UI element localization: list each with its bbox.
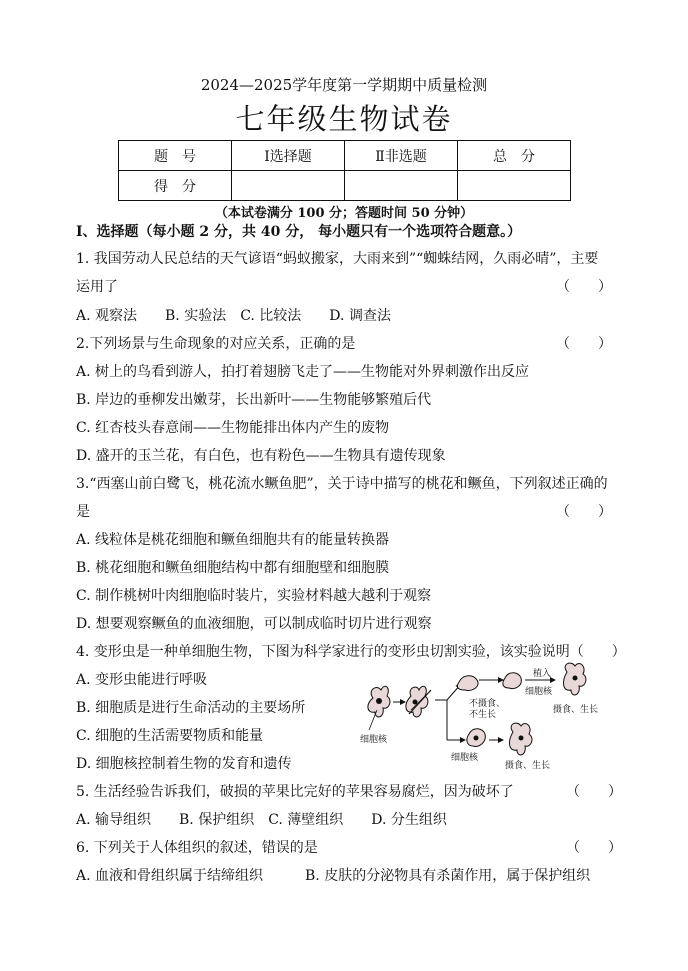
implant-sub-label: 细胞核 [525,687,553,697]
score-table-score-label: 得 分 [119,171,232,201]
nucleus-dot [376,698,382,704]
q3-answer-paren: （ ） [556,504,612,520]
q2-option-d: D. 盛开的玉兰花，有白色，也有粉色——生物具有遗传现象 [76,448,446,464]
score-cell-part2[interactable] [345,171,458,201]
grow-label-bottom: 摄食、生长 [505,761,551,770]
q6-answer-paren: （ ） [566,840,622,856]
q6-option-a: A. 血液和骨组织属于结缔组织 [76,868,264,884]
q5-stem: 5. 生活经验告诉我们，破损的苹果比完好的苹果容易腐烂，因为破坏了 [76,784,514,800]
no-feed-label-2: 不生长 [469,710,497,720]
implant-label: 植入 [533,669,552,679]
branch-nucleus-label: 细胞核 [451,753,479,763]
score-cell-part1[interactable] [232,171,345,201]
q5-options: A. 输导组织 B. 保护组织 C. 薄壁组织 D. 分生组织 [76,812,447,828]
q2-option-c: C. 红杏枝头春意闹——生物能排出体内产生的废物 [76,420,390,436]
exam-title: 七年级生物试卷 [235,102,453,136]
q4-option-b: B. 细胞质是进行生命活动的主要场所 [76,700,306,716]
score-table [118,140,571,201]
q1-answer-paren: （ ） [556,279,612,295]
score-table-header-part1: Ⅰ选择题 [232,141,345,171]
q2-stem: 2.下列场景与生命现象的对应关系，正确的是 [76,336,356,352]
q2-option-b: B. 岸边的垂柳发出嫩芽，长出新叶——生物能够繁殖后代 [76,392,432,408]
q2-option-a: A. 树上的鸟看到游人，拍打着翅膀飞走了——生物能对外界刺激作出反应 [76,364,530,380]
q4-option-a: A. 变形虫能进行呼吸 [76,672,208,688]
fragment-shrunk [503,673,521,689]
q6-stem: 6. 下列关于人体组织的叙述，错误的是 [76,840,318,856]
score-table-score-row [119,171,571,201]
q4-stem: 4. 变形虫是一种单细胞生物，下图为科学家进行的变形虫切割实验，该实验说明（ ） [76,644,626,660]
score-note: （本试卷满分 100 分；答题时间 50 分钟） [214,206,474,221]
no-feed-label-1: 不摄食、 [469,699,506,709]
score-table-header-label: 题 号 [119,141,232,171]
score-table-header-total: 总 分 [458,141,571,171]
q6-option-b: B. 皮肤的分泌物具有杀菌作用，属于保护组织 [305,868,591,884]
q5-answer-paren: （ ） [566,784,622,800]
q3-option-a: A. 线粒体是桃花细胞和鳜鱼细胞共有的能量转换器 [76,532,390,548]
nucleus-label: 细胞核 [360,735,388,745]
q3-option-d: D. 想要观察鳜鱼的血液细胞，可以制成临时切片进行观察 [76,616,432,632]
section-heading: Ⅰ、选择题（每小题 2 分，共 40 分， 每小题只有一个选项符合题意。） [76,224,522,240]
q1-options: A. 观察法 B. 实验法 C. 比较法 D. 调查法 [76,308,391,324]
q1-stem-line2: 运用了 [76,279,118,295]
score-table-header-row [119,141,571,171]
q3-stem-line1: 3.“西塞山前白鹭飞，桃花流水鳜鱼肥”，关于诗中描写的桃花和鳜鱼，下列叙述正确的 [76,476,608,492]
q3-option-c: C. 制作桃树叶肉细胞临时装片，实验材料越大越利于观察 [76,588,432,604]
q3-stem-line2: 是 [76,504,90,520]
amoeba-experiment-figure [355,660,615,770]
score-table-header-part2: Ⅱ非选题 [345,141,458,171]
grow-label-top: 摄食、生长 [553,705,599,715]
score-cell-total[interactable] [458,171,571,201]
fragment-no-nucleus [457,676,478,691]
q4-option-d: D. 细胞核控制着生物的发育和遗传 [76,756,292,772]
q3-option-b: B. 桃花细胞和鳜鱼细胞结构中都有细胞壁和细胞膜 [76,560,390,576]
q2-answer-paren: （ ） [556,336,612,352]
exam-subtitle: 2024—2025学年度第一学期期中质量检测 [200,76,488,94]
q4-option-c: C. 细胞的生活需要物质和能量 [76,728,264,744]
q1-stem-line1: 1. 我国劳动人民总结的天气谚语“蚂蚁搬家，大雨来到”“蜘蛛结网，久雨必晴”，主要 [76,251,599,267]
